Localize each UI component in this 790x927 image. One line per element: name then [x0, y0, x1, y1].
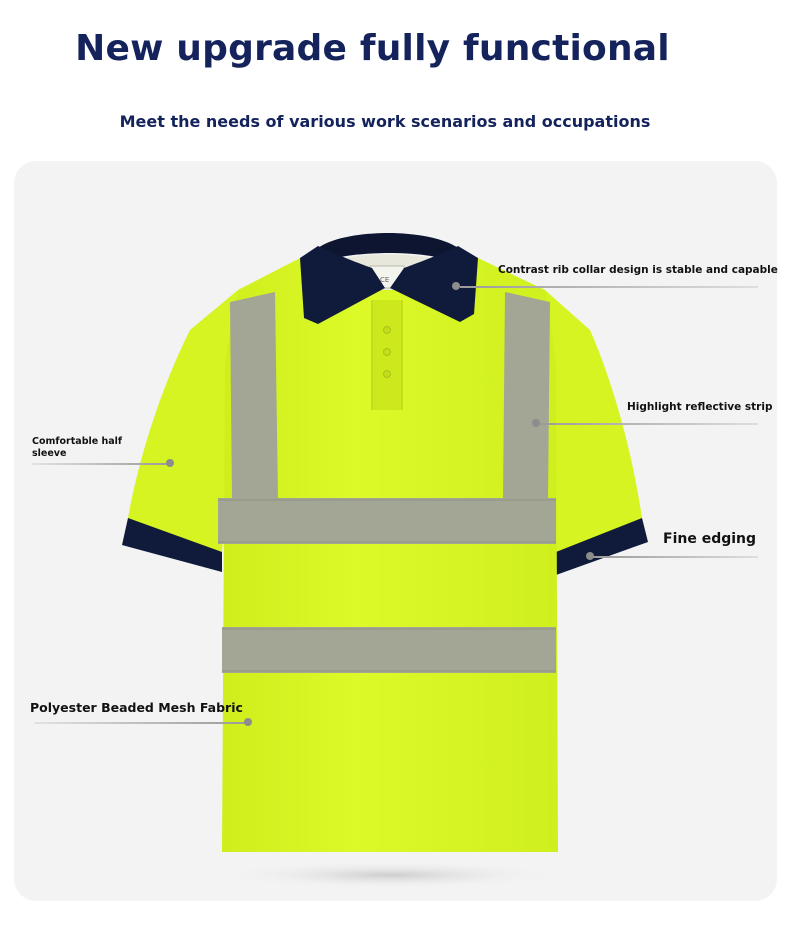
- placket-button: [384, 371, 391, 378]
- page-title: New upgrade fully functional: [75, 28, 670, 69]
- callout-sleeve-label: [32, 436, 122, 460]
- callout-fabric-label: Polyester Beaded Mesh Fabric: [30, 700, 243, 715]
- callout-collar-dot: [452, 282, 460, 290]
- callout-fabric-dot: [244, 718, 252, 726]
- callout-sleeve-line-1: Comfortable half: [32, 436, 123, 447]
- callout-collar-label: Contrast rib collar design is stable and capable: [498, 264, 778, 276]
- callout-reflective-leader: [538, 423, 758, 425]
- ce-mark: CE: [380, 276, 390, 284]
- right-sleeve: [545, 290, 642, 552]
- reflective-strap-left: [230, 292, 278, 500]
- reflective-band-lower: [222, 627, 556, 673]
- reflective-strap-right: [503, 292, 550, 500]
- callout-reflective-dot: [532, 419, 540, 427]
- reflective-band-upper: [218, 498, 556, 544]
- callout-collar-leader: [460, 286, 758, 288]
- callout-sleeve-leader: [32, 463, 170, 465]
- callout-reflective-label: Highlight reflective strip: [627, 401, 773, 413]
- shirt-shadow: [220, 861, 560, 889]
- placket-button: [384, 349, 391, 356]
- callout-fabric-leader: [34, 722, 248, 724]
- placket-button: [384, 327, 391, 334]
- callout-edging-leader: [592, 556, 758, 558]
- callout-edging-dot: [586, 552, 594, 560]
- page-subtitle: Meet the needs of various work scenarios and occupations: [119, 112, 651, 131]
- callout-sleeve-line-2: sleeve: [32, 448, 67, 459]
- callout-edging-label: Fine edging: [663, 531, 757, 547]
- callout-sleeve-dot: [166, 459, 174, 467]
